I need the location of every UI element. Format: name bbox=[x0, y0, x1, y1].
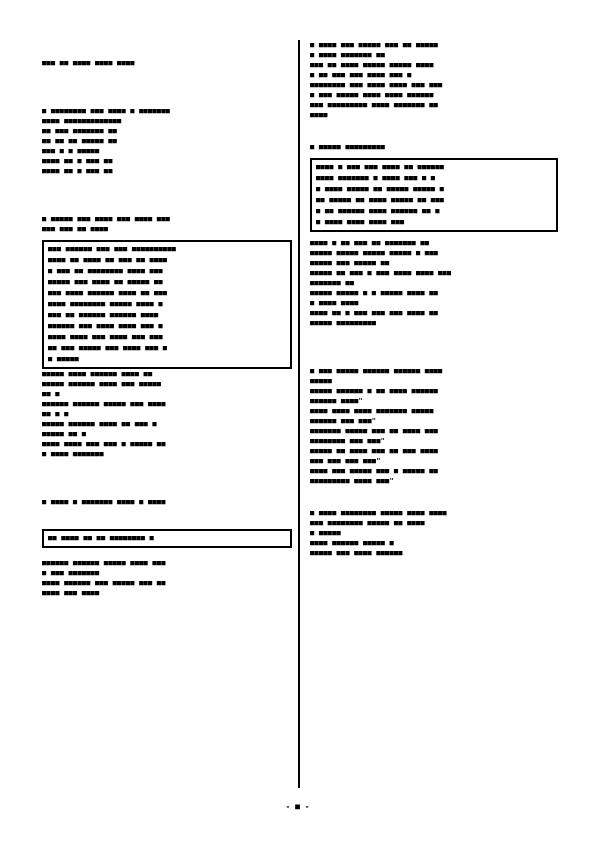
body-line: ■■■ ■■■ ■■■ ■■■" bbox=[310, 457, 381, 465]
body-line: ■■■■ ■■■■ ■■■ ■■■ ■ ■■■■■ ■■ bbox=[42, 440, 166, 448]
box-line: ■■■ ■■■■■■ ■■■ ■■■ ■■■■■■■■■■ bbox=[48, 245, 177, 253]
body-line: ■ ■■■ ■■■■■ ■■■■ ■■■■ ■■■■■■ bbox=[310, 91, 434, 99]
box-line: ■■■ ■■ ■■■■■■ ■■■■■■ ■■■■ bbox=[48, 311, 159, 319]
right-column bbox=[310, 40, 558, 558]
section1-line: ■■■■ ■■ ■ ■■■ ■■ bbox=[42, 167, 113, 175]
body-line: ■■ ■ ■ bbox=[42, 410, 69, 418]
body-line: ■■■■■ ■■ ■■■ ■ ■■■ ■■■■ ■■■■ ■■■ bbox=[310, 269, 452, 277]
right-top-text bbox=[310, 40, 558, 120]
body-line: ■■■■ ■■■ ■■■■■ ■■■ ■ ■■■■■ ■■ bbox=[310, 467, 439, 475]
body-line: ■■■■ ■■ ■ ■■■ ■■■ ■■■ ■■■■ ■■ bbox=[310, 309, 439, 317]
after-box-text bbox=[42, 369, 292, 459]
body-line: ■ ■■■■ ■■■■■■■■ ■■■■■ ■■■■ ■■■■ bbox=[310, 509, 447, 517]
body-line: ■ ■■■ ■■■■■ ■■■■■■ ■■■■■■ ■■■■ bbox=[310, 367, 443, 375]
body-line: ■■■■■ ■■■ ■■■■■ ■■ bbox=[310, 259, 390, 267]
box-line: ■ ■■ ■■■■■■ ■■■■ ■■■■■■ ■■ ■ bbox=[316, 207, 440, 215]
box-line: ■■■■ ■■■■■■■■ ■■■■■ ■■■■ ■ bbox=[48, 300, 163, 308]
body-line: ■■■■ ■■■■■■ ■■■■■ ■ bbox=[310, 539, 394, 547]
section1-line: ■■■■ ■■■■■■■■■■■■■ bbox=[42, 117, 122, 125]
boxed-text-block bbox=[42, 240, 292, 369]
boxed-single-line bbox=[42, 529, 292, 548]
body-line: ■■■■■■■ ■■ bbox=[310, 279, 355, 287]
body-line: ■■■■ ■ ■■ ■■■ ■■ ■■■■■■■ ■■ bbox=[310, 239, 430, 247]
after-box-text bbox=[310, 238, 558, 328]
body-line: ■■■■ ■■■■ ■■■■ ■■■■■■■ ■■■■■ bbox=[310, 407, 434, 415]
body-line: ■■■ ■■ ■■■■ ■■■■■ ■■■■■ ■■■■ bbox=[310, 61, 434, 69]
body-line: ■■■■■ ■■■■■ ■ ■ ■■■■■ ■■■■ ■■ bbox=[310, 289, 439, 297]
body-line: ■ ■■■ ■■■■■■■ bbox=[42, 569, 100, 577]
body-line: ■■■■■■■■■ ■■■■ ■■■" bbox=[310, 477, 394, 485]
section1-line: ■■■■ ■■ ■ ■■■ ■■ bbox=[42, 157, 113, 165]
list-section bbox=[310, 366, 558, 486]
body-line: ■■■■■■■ ■■■■■ ■■■ ■■ ■■■■ ■■■ bbox=[310, 427, 439, 435]
box-line: ■■■■ ■■ ■■■■ ■■ ■■■ ■■ ■■■■ bbox=[48, 256, 168, 264]
box-line: ■ ■■■■ ■■■■ ■■■■ ■■■ bbox=[316, 218, 405, 226]
section1-line: ■■■ ■ ■ ■■■■■ bbox=[42, 147, 100, 155]
body-line: ■■■■■■ ■■■■■■ ■■■■■ ■■■■ ■■■ bbox=[42, 559, 166, 567]
body-line: ■■■■ bbox=[310, 111, 328, 119]
body-line: ■ ■■■■ ■■■ ■■■■■ ■■■ ■■ ■■■■■ bbox=[310, 41, 439, 49]
page-number: - ■ - bbox=[285, 802, 310, 811]
box-line: ■ ■■■ ■■ ■■■■■■■■ ■■■■ ■■■ bbox=[48, 267, 163, 275]
section1-line: ■■ ■■■ ■■■■■■■ ■■ bbox=[42, 127, 118, 135]
box-line: ■■■■■■ ■■■ ■■■■ ■■■■ ■■■ ■ bbox=[48, 322, 163, 330]
body-line: ■ ■■■■ ■■■■ bbox=[310, 299, 359, 307]
box-line: ■■ ■■■ ■■■■■ ■■■ ■■■■ ■■■ ■ bbox=[48, 344, 168, 352]
body-line: ■■■■ ■■■■■■ ■■■ ■■■■■ ■■■ ■■ bbox=[42, 579, 166, 587]
body-line: ■■■ ■■■■■■■■■ ■■■■ ■■■■■■■ ■■ bbox=[310, 101, 439, 109]
left-column bbox=[42, 58, 292, 598]
body-line: ■■■■■ bbox=[310, 377, 333, 385]
body-line: ■■■■■ ■■■■■■ ■■■■ ■■ ■■■ ■ bbox=[42, 420, 157, 428]
box-line: ■ ■■■■ ■■■■■ ■■ ■■■■■ ■■■■■ ■ bbox=[316, 185, 445, 193]
box-line: ■■ ■■■■■ ■■ ■■■■ ■■■■■ ■■ ■■■ bbox=[316, 196, 445, 204]
box-line: ■■ ■■■■ ■■ ■■ ■■■■■■■■ ■ bbox=[48, 534, 154, 542]
body-line: ■■■■■ ■■ ■ bbox=[42, 430, 87, 438]
final-text bbox=[310, 508, 558, 558]
body-line: ■■■■■ ■■■■■ ■■■■■ ■■■■■ ■ ■■■ bbox=[310, 249, 439, 257]
section1 bbox=[42, 106, 292, 176]
body-line: ■ ■■ ■■■ ■■■ ■■■■ ■■■ ■ bbox=[310, 71, 412, 79]
body-line: ■■■■■ ■■■■ ■■■■■■ ■■■■ ■■ bbox=[42, 370, 153, 378]
box-line: ■■■■■ ■■■ ■■■■ ■■ ■■■■■ ■■ bbox=[48, 278, 163, 286]
body-line: ■■■■■■ ■■■■■■ ■■■■■ ■■■ ■■■■ bbox=[42, 400, 166, 408]
section2-intro bbox=[42, 214, 292, 234]
body-line: ■■■■■■■■ ■■■ ■■■■ ■■■■ ■■■ ■■■ bbox=[310, 81, 443, 89]
section1-line: ■ ■■■■■■■■ ■■■ ■■■■ ■ ■■■■■■■ bbox=[42, 107, 171, 115]
body-line: ■■■■■ ■■■■■■ ■■■■ ■■■ ■■■■■ bbox=[42, 380, 162, 388]
single-line-text: ■ ■■■■ ■ ■■■■■■■ ■■■■ ■ ■■■■ bbox=[42, 498, 166, 506]
bottom-text bbox=[42, 558, 292, 598]
body-line: ■■ ■ bbox=[42, 390, 60, 398]
body-line: ■■■■■■ ■■■ ■■■" bbox=[310, 417, 377, 425]
body-line: ■■■■ ■■■ ■■■■ bbox=[42, 589, 100, 597]
box-line: ■■■■ ■ ■■■ ■■■ ■■■■ ■■ ■■■■■■ bbox=[316, 163, 445, 171]
intro-line: ■ ■■■■■ ■■■ ■■■■ ■■■ ■■■■ ■■■ bbox=[42, 215, 171, 223]
body-line: ■ ■■■■■ bbox=[310, 529, 341, 537]
box-line: ■■■ ■■■■ ■■■■■■ ■■■■ ■■ ■■■ bbox=[48, 289, 168, 297]
body-line: ■■■■■ ■■■■■■■■■ bbox=[310, 319, 377, 327]
body-line: ■■■■■■ ■■■■" bbox=[310, 397, 363, 405]
section-heading: ■ ■■■■■ ■■■■■■■■■ bbox=[310, 143, 386, 151]
section1-line: ■■ ■■ ■■ ■■■■■ ■■ bbox=[42, 137, 118, 145]
body-line: ■■■■■ ■■■ ■■■■ ■■■■■■ bbox=[310, 549, 403, 557]
column-divider bbox=[298, 40, 300, 788]
body-line: ■■■■■ ■■ ■■■■ ■■■ ■■ ■■■ ■■■■ bbox=[310, 447, 439, 455]
body-line: ■■■■■■■■ ■■■ ■■■" bbox=[310, 437, 386, 445]
box-line: ■■■■ ■■■■ ■■■ ■■■■ ■■■ ■■■ bbox=[48, 333, 163, 341]
box-line: ■■■■ ■■■■■■■ ■ ■■■■ ■■■ ■ ■ bbox=[316, 174, 436, 182]
intro-line: ■■■ ■■■ ■■ ■■■■ bbox=[42, 225, 109, 233]
body-line: ■■■ ■■■■■■■■ ■■■■■ ■■ ■■■■ bbox=[310, 519, 425, 527]
body-line: ■■■■■ ■■■■■■ ■ ■■ ■■■■ ■■■■■■ bbox=[310, 387, 439, 395]
boxed-text-block bbox=[310, 158, 558, 232]
body-line: ■ ■■■■ ■■■■■■■ ■■ bbox=[310, 51, 386, 59]
page-header: ■■■ ■■ ■■■■ ■■■■ ■■■■ bbox=[42, 59, 135, 67]
box-line: ■ ■■■■■ bbox=[48, 355, 79, 363]
body-line: ■ ■■■■ ■■■■■■■ bbox=[42, 450, 104, 458]
